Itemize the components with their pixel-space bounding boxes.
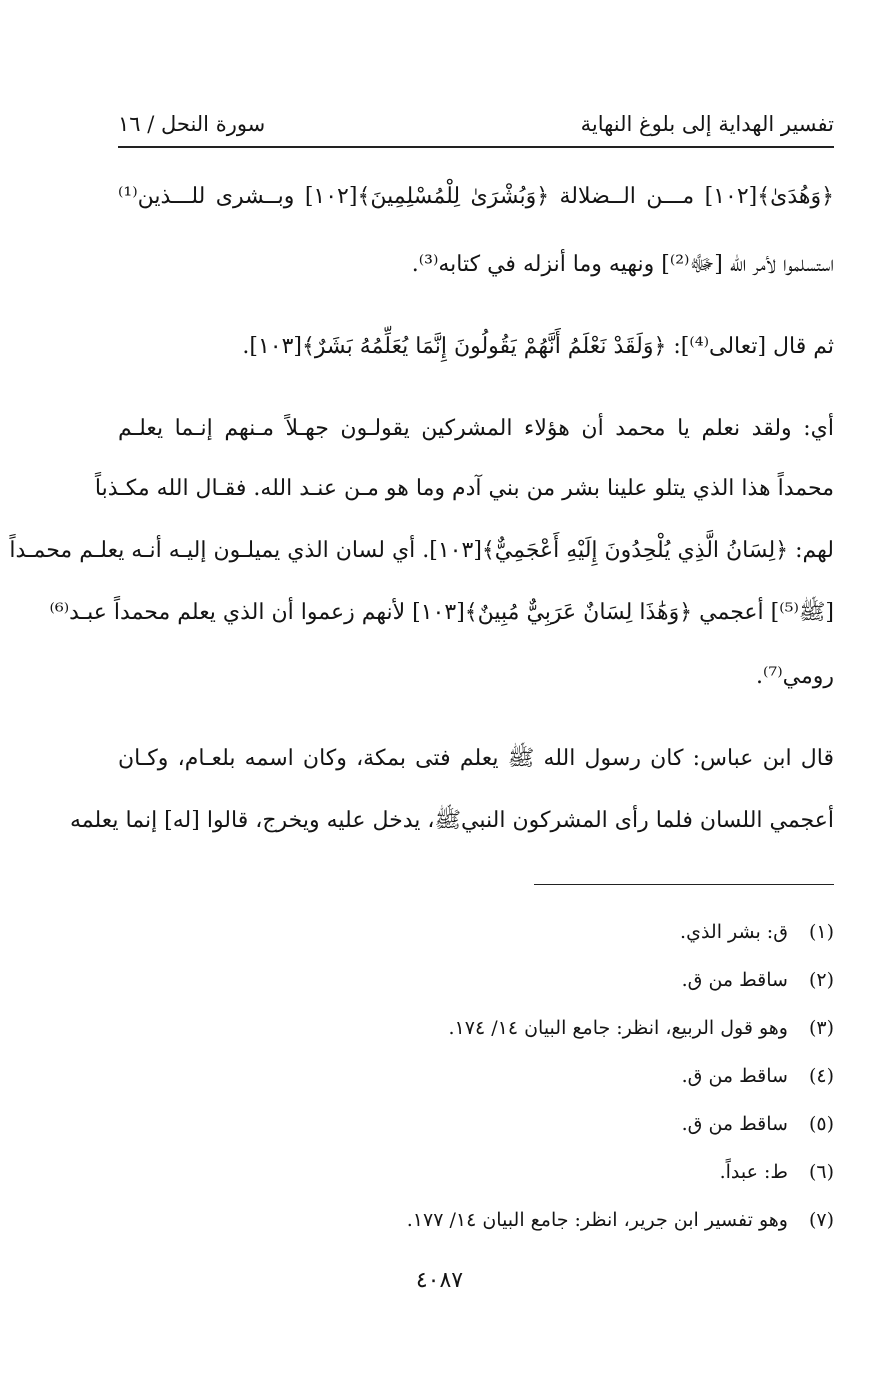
- page-number: ٤٠٨٧: [415, 1268, 464, 1293]
- footnote-divider: [534, 884, 834, 885]
- footnote-number: (٣): [808, 1017, 834, 1039]
- footnote-text: ساقط من ق.: [681, 1065, 788, 1087]
- body-line-10: أعجمي اللسان فلما رأى المشركون النبيﷺ، يدخل عليه ويخرج، قالوا [له] إنما يعلمه: [70, 808, 834, 833]
- footnote-text: ساقط من ق.: [681, 969, 788, 991]
- book-title: تفسير الهداية إلى بلوغ النهاية: [580, 112, 834, 136]
- footnote-number: (٢): [808, 969, 834, 991]
- footnote-text: ق: بشر الذي.: [680, 921, 788, 943]
- body-line-2: استسلموا لأمر الله [ﷻ⁽²⁾] ونهيه وما أنزله في كتابه⁽³⁾.: [411, 252, 834, 277]
- body-line-4: أي: ولقد نعلم يا محمد أن هؤلاء المشركين يقولـون جهـلاً مـنهم إنـما يعلـم: [118, 416, 834, 441]
- footnote-number: (٤): [808, 1065, 834, 1087]
- footnote-number: (٦): [808, 1161, 834, 1183]
- body-line-9: قال ابن عباس: كان رسول الله ﷺ يعلم فتى بمكة، وكان اسمه بلعـام، وكـان: [118, 746, 834, 771]
- footnote-text: وهو قول الربيع، انظر: جامع البيان ١٤/ ١٧٤.: [448, 1017, 788, 1039]
- body-line-7: [ﷺ⁽⁵⁾] أعجمي ﴿وَهَٰذَا لِسَانٌ عَرَبِيٌّ مُبِينٌ﴾[١٠٣] لأنهم زعموا أن الذي يعلم محمداً عبـد⁽⁶⁾: [49, 600, 834, 625]
- body-line-6: لهم: ﴿لِسَانُ الَّذِي يُلْحِدُونَ إِلَيْهِ أَعْجَمِيٌّ﴾[١٠٣]. أي لسان الذي يميلـون إليـه أنـه يعلـم محمـداً: [9, 538, 834, 563]
- footnote-5: [682, 1110, 834, 1138]
- footnote-text: ساقط من ق.: [681, 1113, 788, 1135]
- footnote-2: [682, 966, 834, 994]
- footnote-number: (١): [808, 921, 834, 943]
- footnote-number: (٥): [808, 1113, 834, 1135]
- footnote-text: ط: عبداً.: [719, 1161, 788, 1183]
- body-line-1: ﴿وَهُدَىٰ﴾[١٠٢] مـــن الــضلالة ﴿وَبُشْرَىٰ لِلْمُسْلِمِينَ﴾[١٠٢] وبــشرى للـــذين⁽¹⁾: [118, 184, 834, 209]
- header-divider: [118, 146, 834, 148]
- running-header: [118, 108, 834, 146]
- footnote-3: [449, 1014, 835, 1042]
- footnote-text: وهو تفسير ابن جرير، انظر: جامع البيان ١٤/ ١٧٧.: [406, 1209, 788, 1231]
- footnote-1: [680, 918, 834, 946]
- footnote-6: [720, 1158, 834, 1186]
- body-line-8: رومي⁽⁷⁾.: [755, 664, 834, 689]
- footnote-4: [682, 1062, 834, 1090]
- footnote-7: [407, 1206, 834, 1234]
- footnote-number: (٧): [808, 1209, 834, 1231]
- body-line-5: محمداً هذا الذي يتلو علينا بشر من بني آدم وما هو مـن عنـد الله. فقـال الله مكـذباً: [94, 476, 834, 501]
- body-line-3: ثم قال [تعالى⁽⁴⁾]: ﴿وَلَقَدْ نَعْلَمُ أَنَّهُمْ يَقُولُونَ إِنَّمَا يُعَلِّمُهُ بَشَرٌ﴾[١٠٣].: [242, 334, 834, 359]
- surah-page-label: سورة النحل / ١٦: [118, 112, 266, 136]
